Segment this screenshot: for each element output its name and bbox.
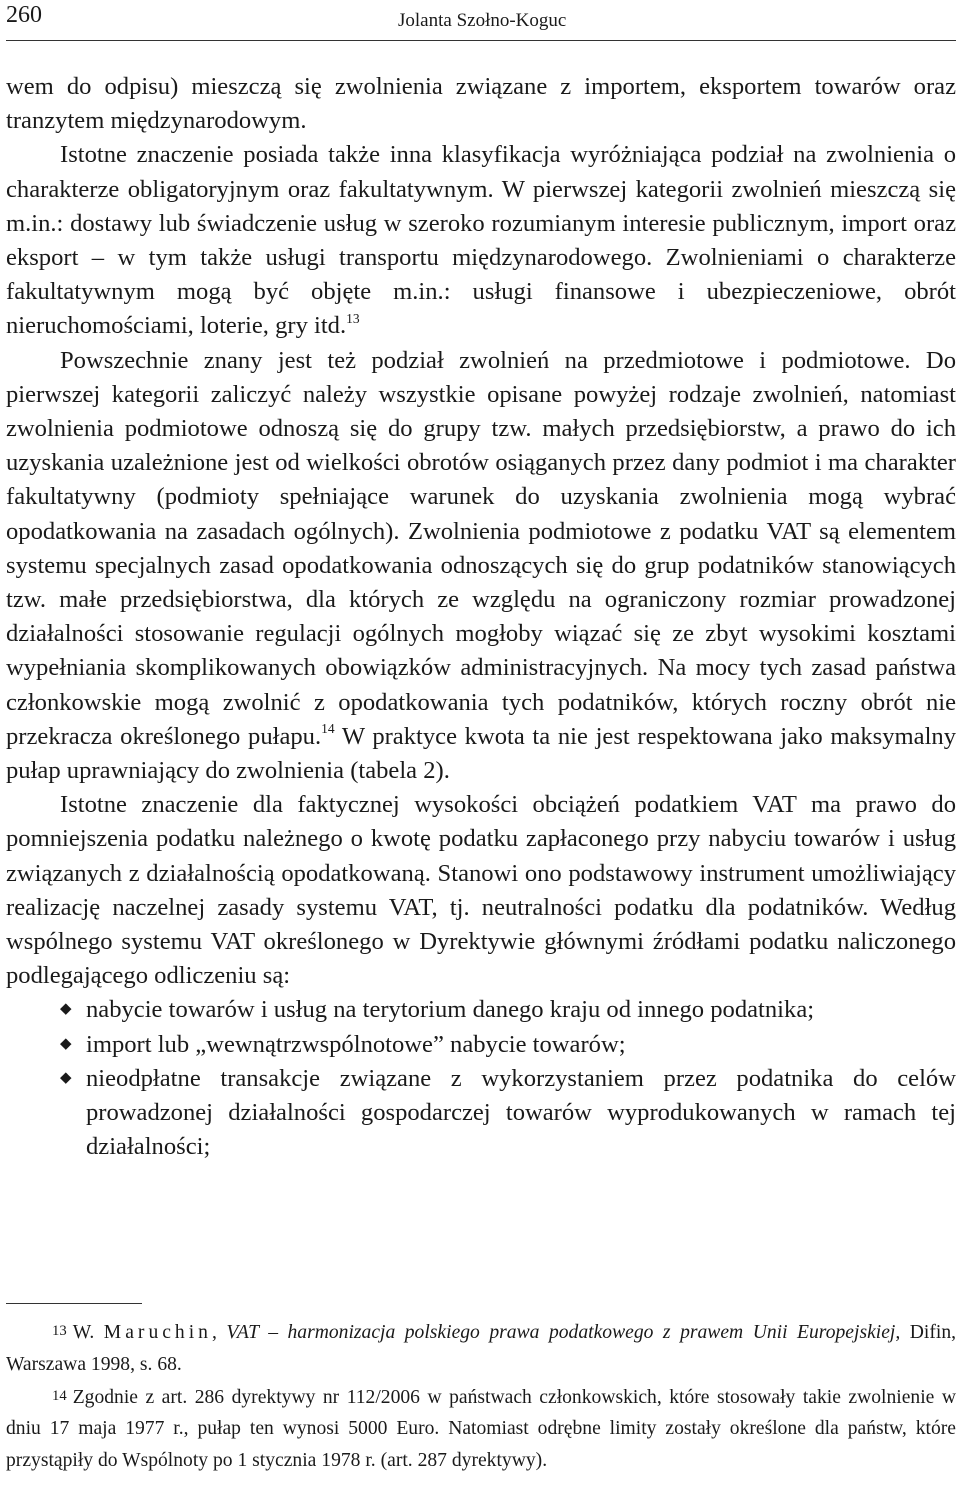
paragraph-deduction: Istotne znaczenie dla faktycznej wysokości obciążeń podatkiem VAT ma prawo do pomniejszenia podatku należnego o kwotę podatku zapłaconego przy nabyciu towarów i usług związanych z działalnością opodatkowaną. Stanowi ono podstawowy instrument umożliwiający realizację naczelnej zasady systemu VAT, tj. neutralności podatku dla podatników. Według wspólnego systemu VAT określonego w Dyrektywie głównymi źródłami podatku naliczonego podlegającego odliczeniu są: — [6, 791, 956, 990]
footnote-author-name: Maruchin — [103, 1322, 212, 1343]
page-header — [6, 0, 956, 41]
paragraph-classification — [6, 138, 956, 343]
footnote-publisher: Difin, Warszawa 1998, s. 68. — [6, 1322, 957, 1375]
page-number: 260 — [6, 2, 42, 28]
list-item — [60, 1062, 956, 1165]
page — [6, 0, 957, 1472]
bullet-list — [6, 993, 956, 1164]
list-item-text: nabycie towarów i usług na terytorium danego kraju od innego podatnika; — [86, 996, 815, 1024]
diamond-bullet-icon: ◆ — [60, 1069, 72, 1086]
footnote-ref-14[interactable]: 14 — [321, 721, 335, 737]
paragraph-subjective-exemptions — [6, 344, 956, 789]
footnotes — [6, 1316, 956, 1477]
footnote-text: Zgodnie z art. 286 dyrektywy nr 112/2006 w państwach członkowskich, które stosowały takie zwolnienie w dniu 17 maja 1977 r., pułap ten wynosi 5000 Euro. Natomiast odrębne limity zostały określone dla państw, które przystąpiły do Wspólnoty po 1 stycznia 1978 r. (art. 287 dyrektywy). — [6, 1386, 956, 1472]
paragraph-text: Powszechnie znany jest też podział zwolnień na przedmiotowe i podmiotowe. Do pierwszej kategorii zaliczyć należy wszystkie opisane powyżej rodzaje zwolnień, natomiast zwolnienia podmiotowe odnoszą się do grupy tzw. małych przedsiębiorstw, a prawo do ich uzyskania uzależnione jest od wielkości obrotów osiąganych przez dany podmiot i ma charakter fakultatywny (podmioty spełniające warunek do uzyskania zwolnienia mogą wybrać opodatkowania na zasadach ogólnych). Zwolnienia podmiotowe z podatku VAT są elementem systemu specjalnych zasad opodatkowania odnoszących się do grup podatników stanowiących tzw. małe przedsiębiorstwa, dla których ze względu na ograniczony rozmiar prowadzonej działalności stosowanie regulacji ogólnych mogłoby wiązać się ze zbyt wysokimi kosztami wypełniania skomplikowanych obowiązków administracyjnych. Na mocy tych zasad państwa członkowskie mogą zwolnić z opodatkowania tych podatników, których roczny obrót nie przekracza określonego pułapu. — [6, 346, 956, 750]
diamond-bullet-icon: ◆ — [60, 1035, 72, 1052]
main-text — [6, 70, 956, 1165]
footnote-author-initial: W. — [72, 1322, 95, 1343]
list-item — [60, 993, 956, 1027]
footnote-book-title: VAT – harmonizacja polskiego prawa podatkowego z prawem Unii Europejskiej, — [226, 1322, 901, 1343]
list-item-text: nieodpłatne transakcje związane z wykorzystaniem przez podatnika do celów prowadzonej działalności gospodarczej towarów wyprodukowanych w ramach tej działalności; — [86, 1064, 956, 1161]
list-item-text: import lub „wewnątrzwspólnotowe” nabycie towarów; — [86, 1030, 626, 1058]
footnote-number: 13 — [52, 1323, 67, 1339]
running-head-author: Jolanta Szołno-Koguc — [398, 10, 567, 31]
paragraph-continued: wem do odpisu) mieszczą się zwolnienia związane z importem, eksportem towarów oraz tranzytem międzynarodowym. — [6, 73, 956, 135]
footnote-14 — [6, 1381, 956, 1477]
footnote-13: 13 W. Maruchin, VAT – harmonizacja polskiego prawa podatkowego z prawem Unii Europejskiej, Difin, Warszawa 1998, s. 68. — [6, 1322, 957, 1375]
paragraph-text: W praktyce kwota ta nie jest respektowana jako maksymalny pułap uprawniający do zwolnienia (tabela 2). — [6, 722, 956, 785]
footnote-number: 14 — [52, 1387, 67, 1404]
footnote-ref-13[interactable]: 13 — [346, 310, 360, 326]
diamond-bullet-icon: ◆ — [60, 1001, 72, 1018]
list-item — [60, 1028, 956, 1062]
footnote-divider — [6, 1303, 142, 1304]
paragraph-text: Istotne znaczenie posiada także inna klasyfikacja wyróżniająca podział na zwolnienia o charakterze obligatoryjnym oraz fakultatywnym. W pierwszej kategorii zwolnień mieszczą się m.in.: dostawy lub świadczenie usług w szeroko rozumianym interesie publicznym, import oraz eksport – w tym także usługi transportu międzynarodowego. Zwolnieniami o charakterze fakultatywnym mogą być objęte m.in.: usługi finansowe i ubezpieczeniowe, obrót nieruchomościami, loterie, gry itd. — [6, 141, 956, 340]
